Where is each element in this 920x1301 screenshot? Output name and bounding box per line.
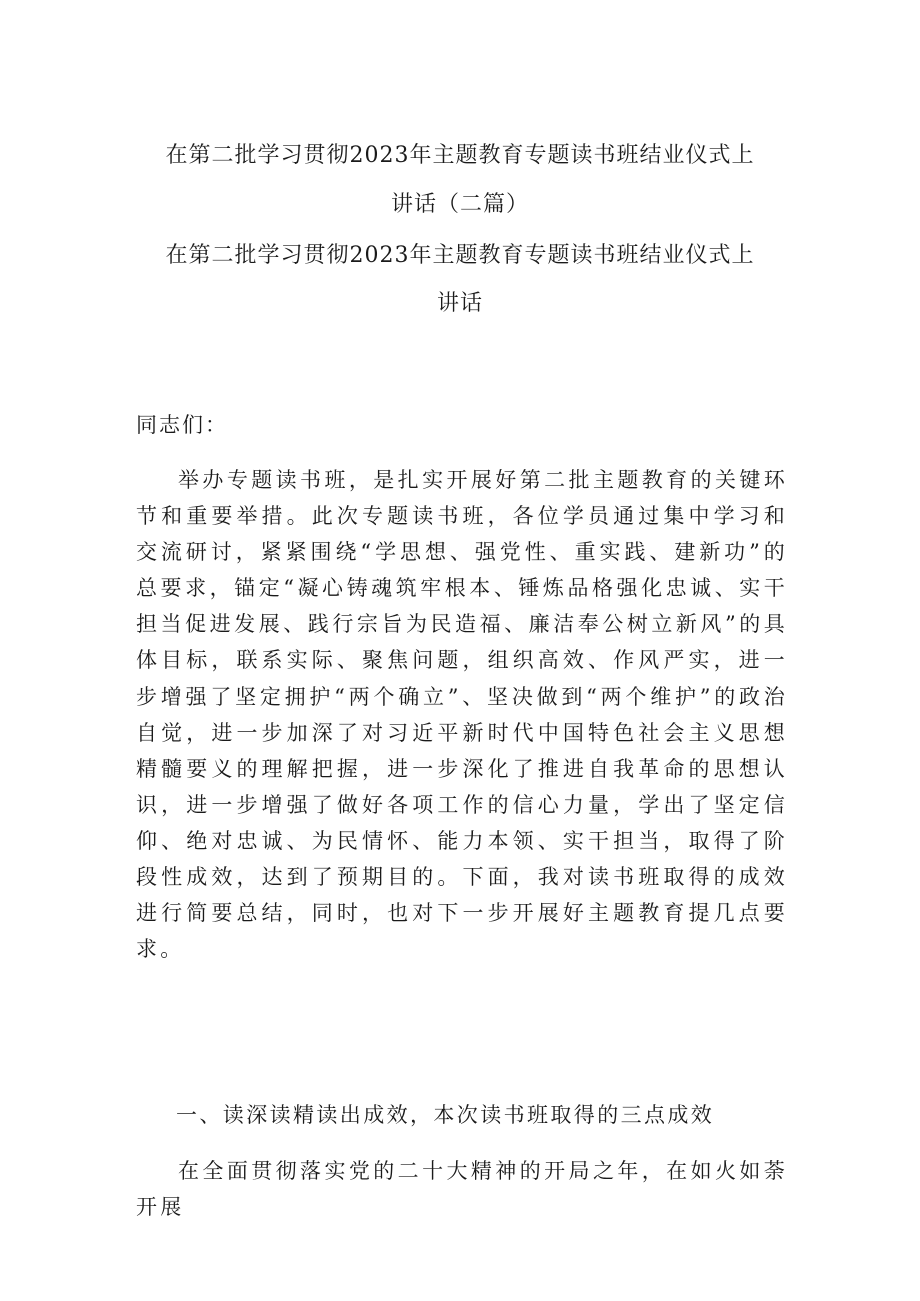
document-title-line-1: 在第二批学习贯彻2023年主题教育专题读书班结业仪式上 bbox=[165, 143, 755, 168]
document-subtitle-line-2: 讲话 bbox=[436, 291, 483, 316]
salutation: 同志们： bbox=[136, 413, 228, 437]
body-paragraph-2: 在全面贯彻落实党的二十大精神的开局之年，在如火如荼开展 bbox=[136, 1159, 788, 1220]
section-heading-1: 一、读深读精读出成效，本次读书班取得的三点成效 bbox=[176, 1103, 715, 1127]
document-title-line-2: 讲话（二篇） bbox=[390, 192, 529, 217]
document-subtitle-line-1: 在第二批学习贯彻2023年主题教育专题读书班结业仪式上 bbox=[165, 243, 755, 268]
body-paragraph-1: 举办专题读书班，是扎实开展好第二批主题教育的关键环节和重要举措。此次专题读书班，各位学员通过集中学习和交流研讨，紧紧围绕“学思想、强党性、重实践、建新功”的总要求，锚定“凝心铸魂筑牢根本、锤炼品格强化忠诚、实干担当促进发展、践行宗旨为民造福、廉洁奉公树立新风”的具体目标，联系实际、聚焦问题，组织高效、作风严实，进一步增强了坚定拥护“两个确立”、坚决做到“两个维护”的政治自觉，进一步加深了对习近平新时代中国特色社会主义思想精髓要义的理解把握，进一步深化了推进自我革命的思想认识，进一步增强了做好各项工作的信心力量，学出了坚定信仰、绝对忠诚、为民情怀、能力本领、实干担当，取得了阶段性成效，达到了预期目的。下面，我对读书班取得的成效进行简要总结，同时，也对下一步开展好主题教育提几点要求。 bbox=[136, 468, 788, 962]
